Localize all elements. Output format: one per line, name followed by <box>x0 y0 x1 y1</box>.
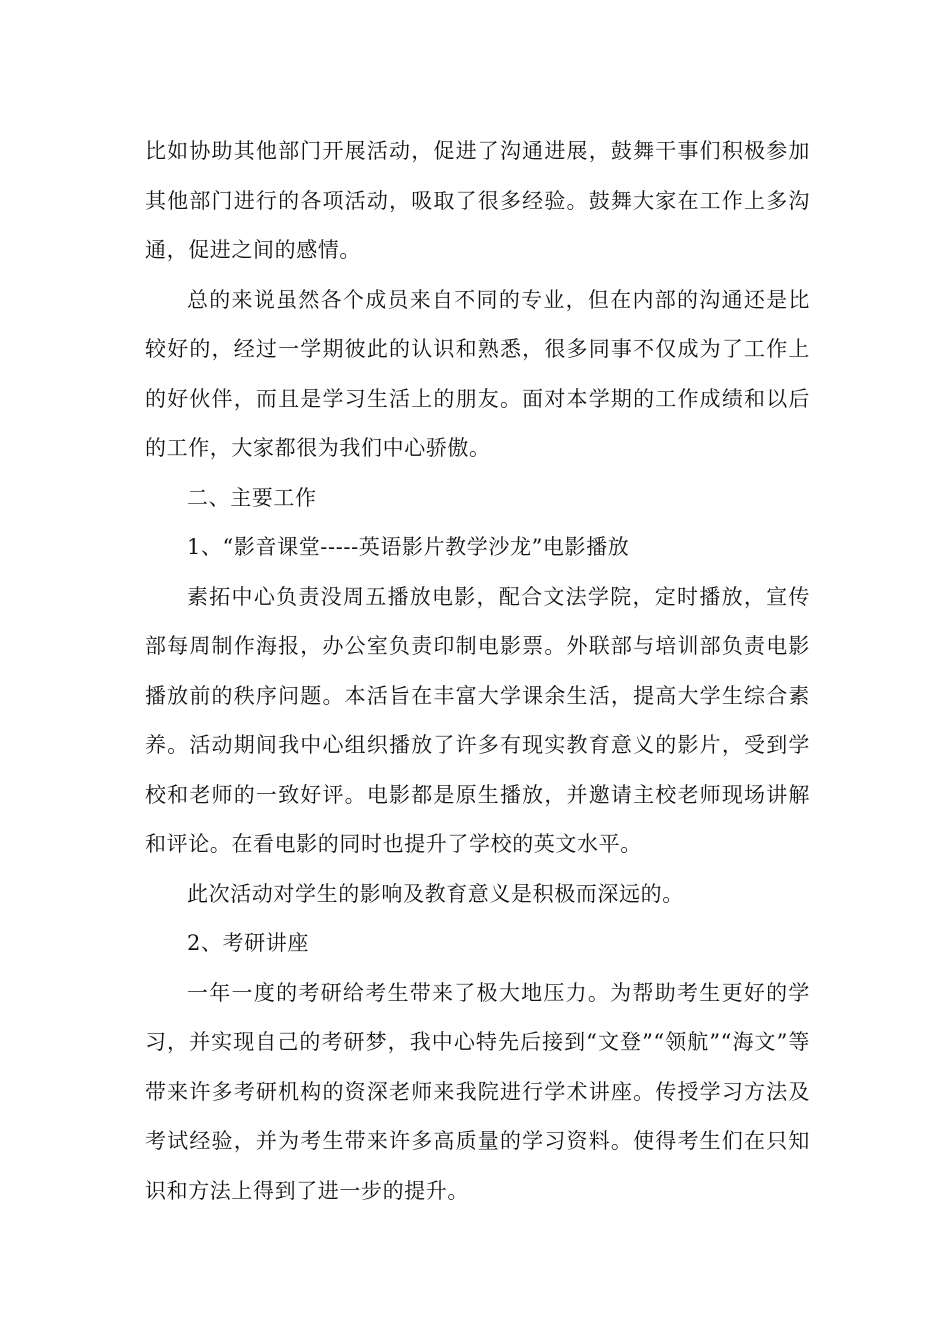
paragraph-movie-screening: 素拓中心负责没周五播放电影，配合文法学院，定时播放，宣传部每周制作海报，办公室负责印制电影票。外联部与培训部负责电影播放前的秩序问题。本活旨在丰富大学课余生活，提高大学生综合素养。活动期间我中心组织播放了许多有现实教育意义的影片，受到学校和老师的一致好评。电影都是原生播放，并邀请主校老师现场讲解和评论。在看电影的同时也提升了学校的英文水平。 <box>145 584 810 856</box>
paragraph-activity-impact: 此次活动对学生的影响及教育意义是积极而深远的。 <box>187 881 684 906</box>
document-body <box>145 127 810 1216</box>
subheading-exam-lecture: 2、考研讲座 <box>187 931 309 955</box>
paragraph-summary: 总的来说虽然各个成员来自不同的专业，但在内部的沟通还是比较好的，经过一学期彼此的认识和熟悉，很多同事不仅成为了工作上的好伙伴，而且是学习生活上的朋友。面对本学期的工作成绩和以后的工作，大家都很为我们中心骄傲。 <box>145 287 810 460</box>
paragraph-exam-lecture: 一年一度的考研给考生带来了极大地压力。为帮助考生更好的学习，并实现自己的考研梦，我中心特先后接到“文登”“领航”“海文”等带来许多考研机构的资深老师来我院进行学术讲座。传授学习方法及考试经验，并为考生带来许多高质量的学习资料。使得考生们在只知识和方法上得到了进一步的提升。 <box>145 980 810 1203</box>
section-heading-main-work: 二、主要工作 <box>187 485 317 510</box>
paragraph-continuation: 比如协助其他部门开展活动，促进了沟通进展，鼓舞干事们积极参加其他部门进行的各项活动，吸取了很多经验。鼓舞大家在工作上多沟通，促进之间的感情。 <box>145 139 810 262</box>
subheading-movie-screening: 1、“影音课堂-----英语影片教学沙龙”电影播放 <box>187 535 630 559</box>
